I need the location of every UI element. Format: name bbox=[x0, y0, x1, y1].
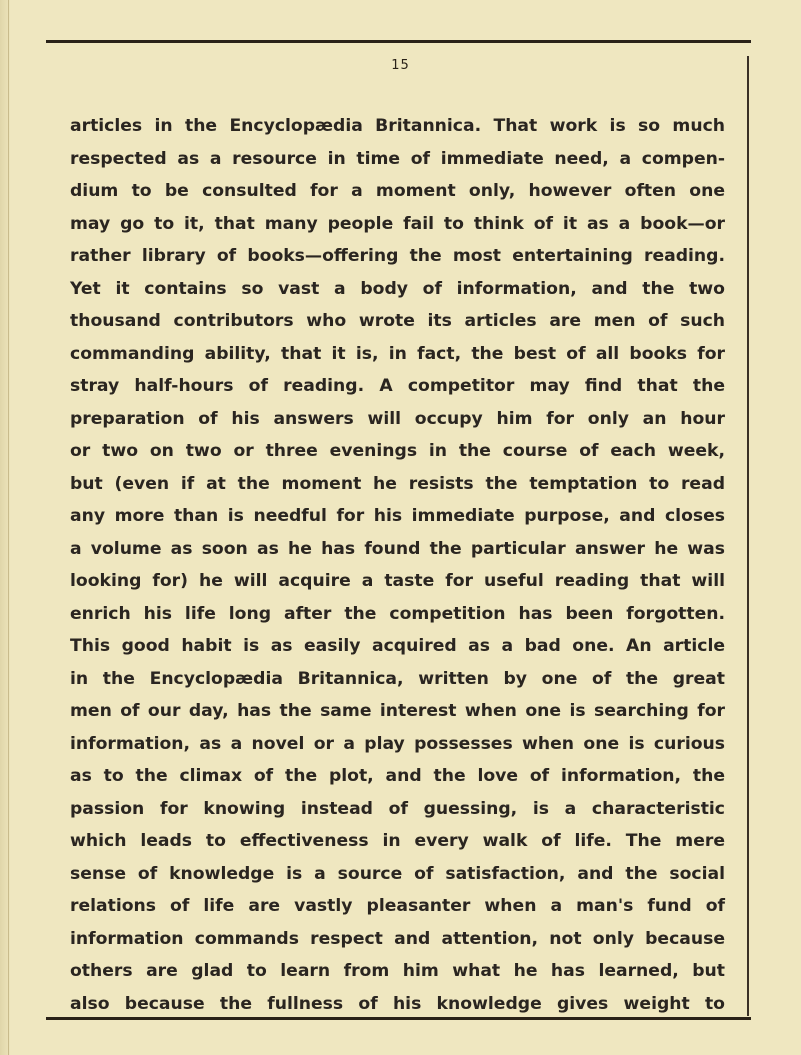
text-line: stray half-hours of reading. A competitor may find that the bbox=[70, 376, 725, 396]
text-line: information commands respect and attention, not only because bbox=[70, 928, 725, 949]
page-number: 15 bbox=[391, 58, 410, 73]
text-line: but (even if at the moment he resists the temptation to read bbox=[70, 473, 725, 494]
text-line: passion for knowing instead of guessing, is a characteristic bbox=[70, 798, 725, 819]
text-line: dium to be consulted for a moment only, however often one bbox=[70, 181, 725, 201]
text-line: which leads to effectiveness in every walk of life. The mere bbox=[70, 831, 725, 851]
text-line: or two on two or three evenings in the course of each week, bbox=[70, 441, 725, 461]
page-binding-line bbox=[8, 0, 9, 1055]
page-frame-right-rule bbox=[747, 56, 749, 1016]
text-line: men of our day, has the same interest when one is searching for bbox=[70, 701, 725, 721]
text-line: This good habit is as easily acquired as a bad one. An article bbox=[70, 636, 725, 656]
text-line: sense of knowledge is a source of satisfaction, and the social bbox=[70, 863, 725, 884]
text-line: may go to it, that many people fail to think of it as a book—or bbox=[70, 213, 725, 234]
text-line: as to the climax of the plot, and the love of information, the bbox=[70, 766, 725, 786]
text-line: Yet it contains so vast a body of information, and the two bbox=[70, 278, 725, 299]
text-line: any more than is needful for his immediate purpose, and closes bbox=[70, 506, 725, 526]
text-line: enrich his life long after the competition has been forgotten. bbox=[70, 603, 725, 624]
text-line: also because the fullness of his knowledge gives weight to bbox=[70, 993, 725, 1014]
text-line: rather library of books—offering the most entertaining reading. bbox=[70, 246, 725, 266]
text-line: information, as a novel or a play possesses when one is curious bbox=[70, 733, 725, 754]
text-line: others are glad to learn from him what he has learned, but bbox=[70, 961, 725, 981]
text-line: a volume as soon as he has found the particular answer he was bbox=[70, 538, 725, 559]
text-line: in the Encyclopædia Britannica, written by one of the great bbox=[70, 668, 725, 689]
text-line: looking for) he will acquire a taste for useful reading that will bbox=[70, 571, 725, 591]
body-text bbox=[70, 110, 725, 1020]
text-line: thousand contributors who wrote its articles are men of such bbox=[70, 311, 725, 331]
text-line: articles in the Encyclopædia Britannica. That work is so much bbox=[70, 116, 725, 136]
text-line: preparation of his answers will occupy him for only an hour bbox=[70, 408, 725, 429]
text-line: commanding ability, that it is, in fact, the best of all books for bbox=[70, 343, 725, 364]
text-line: respected as a resource in time of immediate need, a compen- bbox=[70, 148, 725, 169]
text-line: relations of life are vastly pleasanter when a man's fund of bbox=[70, 896, 725, 916]
